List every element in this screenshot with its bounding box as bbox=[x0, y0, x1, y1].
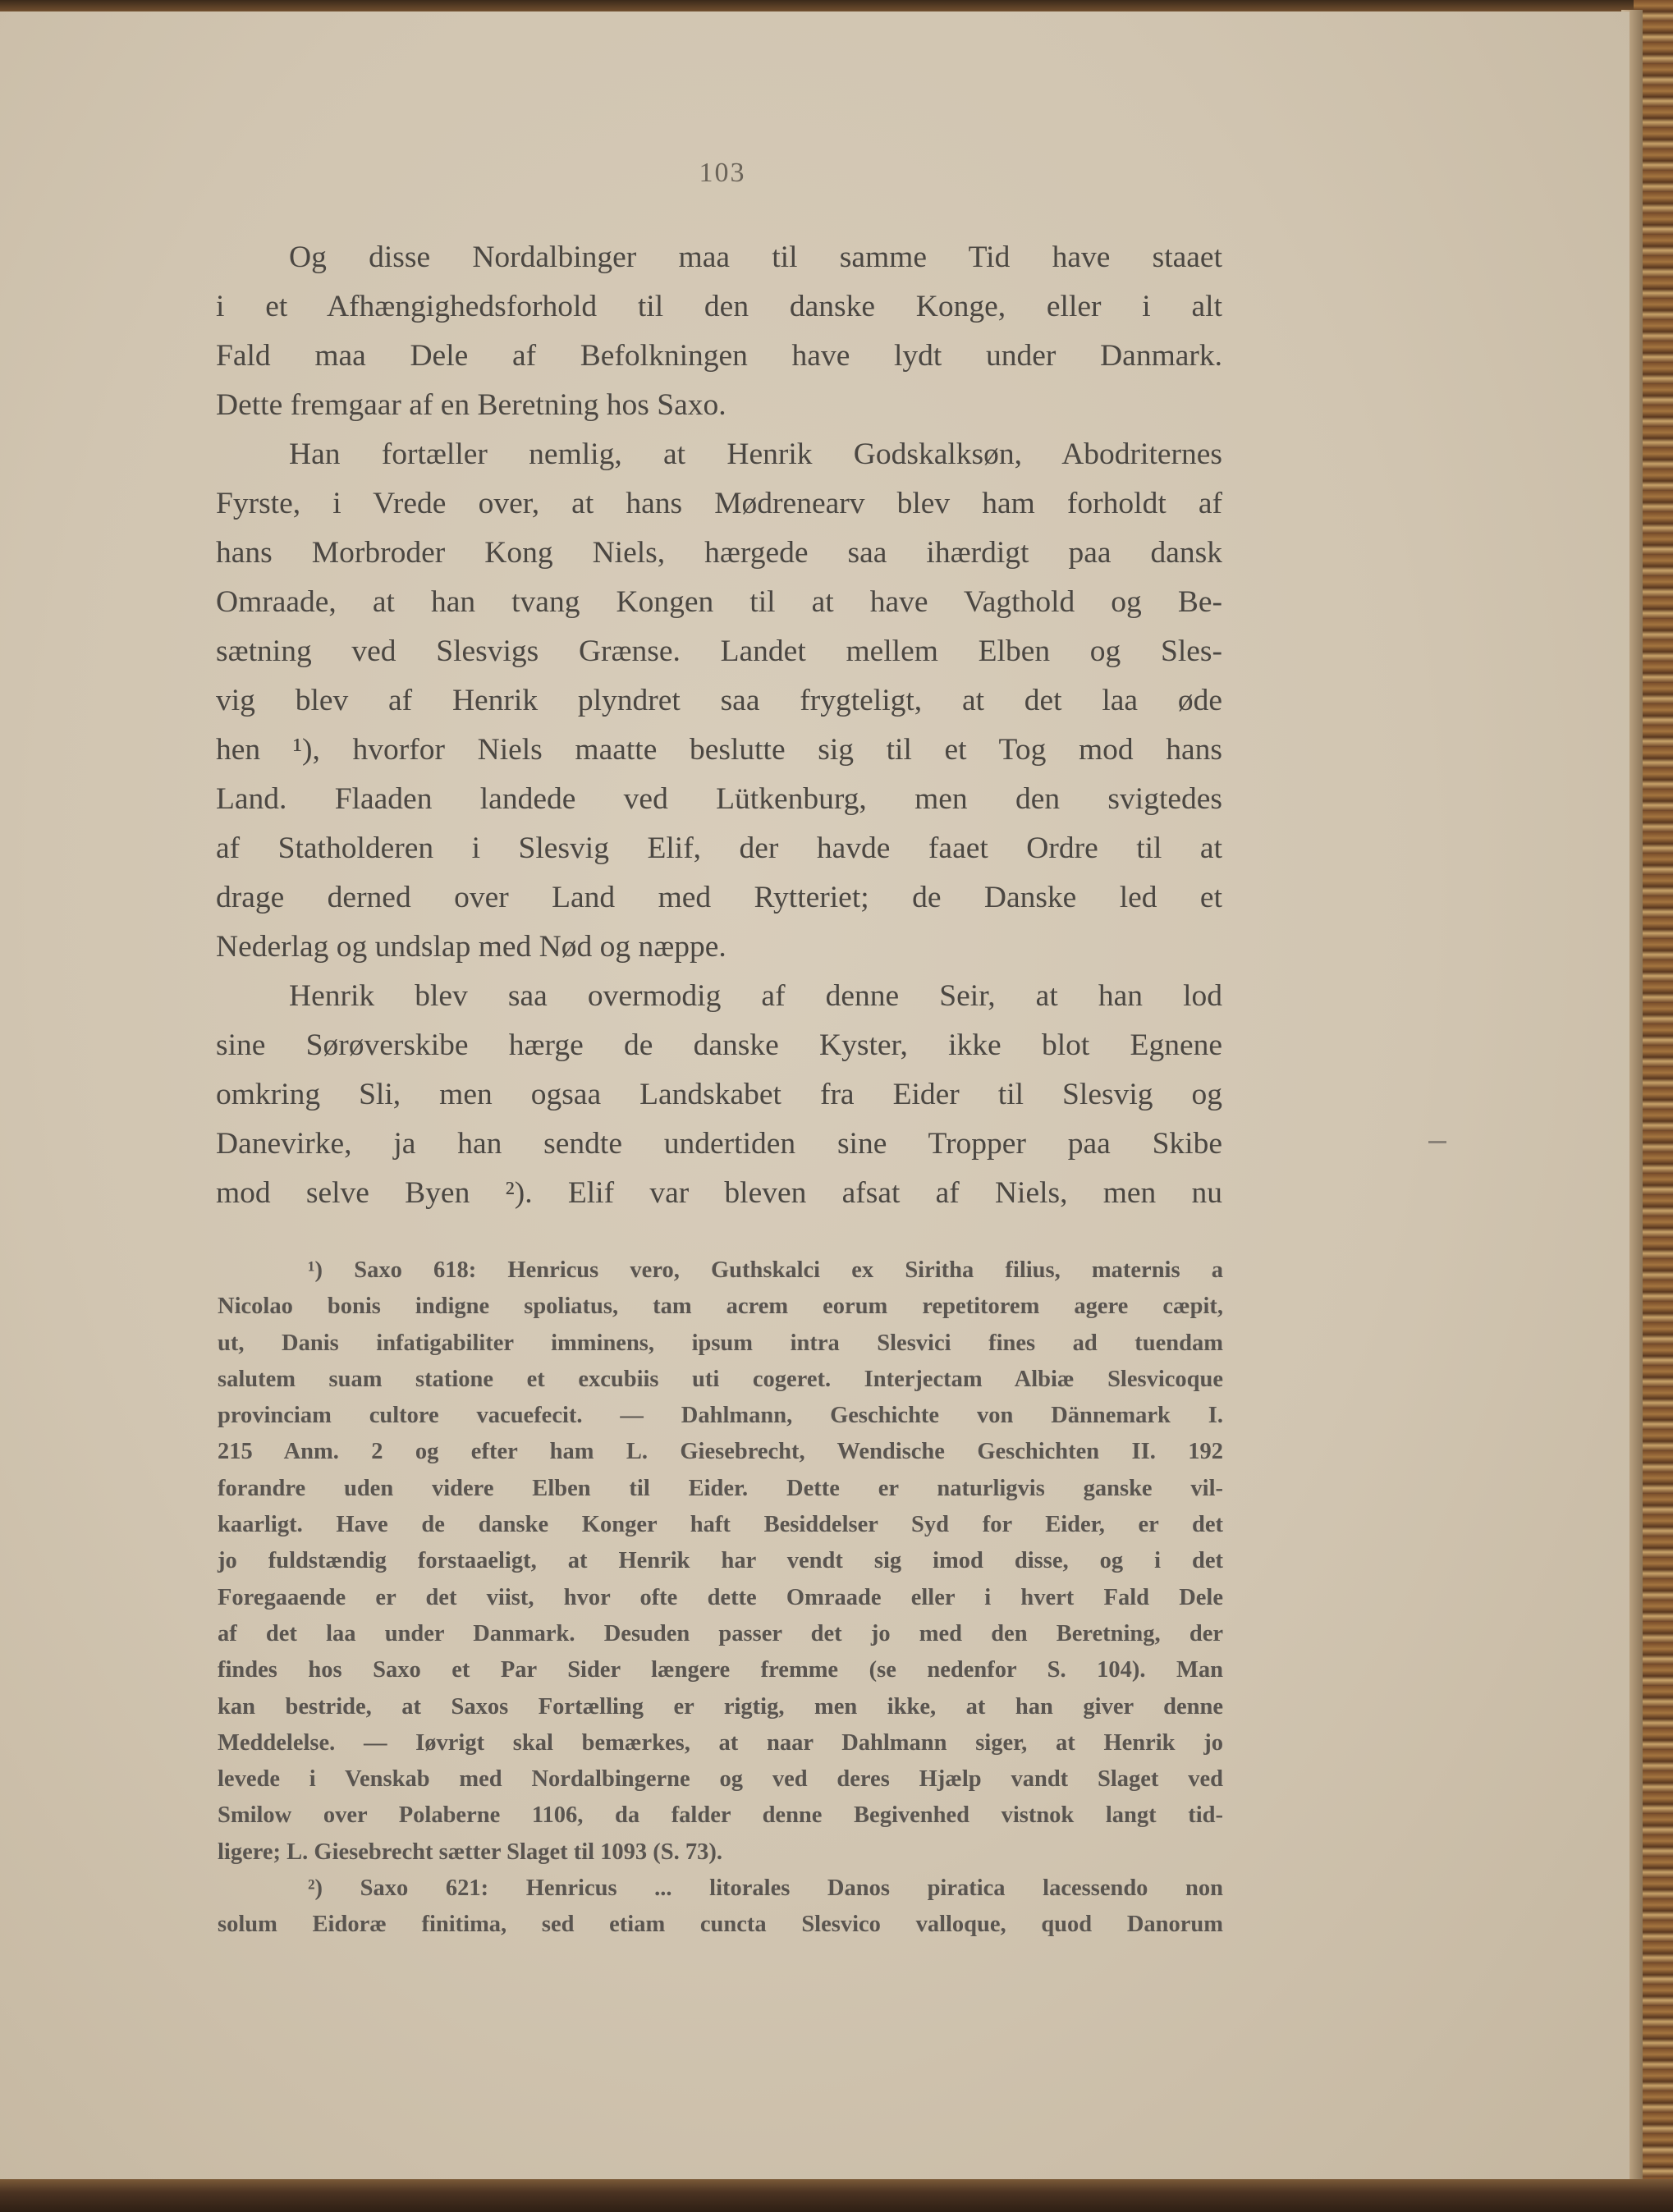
body-text-line: hen ¹), hvorfor Niels maatte beslutte sig til et Tog mod hans bbox=[216, 733, 1222, 767]
body-text bbox=[216, 233, 1222, 1218]
body-text-line: mod selve Byen ²). Elif var bleven afsat af Niels, men nu bbox=[216, 1176, 1222, 1210]
footnote-line: ¹) Saxo 618: Henricus vero, Guthskalci ex Siritha filius, maternis a bbox=[308, 1257, 1223, 1283]
body-text-line: sætning ved Slesvigs Grænse. Landet mellem Elben og Sles- bbox=[216, 634, 1222, 668]
footnote-line: af det laa under Danmark. Desuden passer det jo med den Beretning, der bbox=[218, 1620, 1223, 1646]
book-binding-bottom bbox=[0, 2179, 1673, 2212]
body-text-line: omkring Sli, men ogsaa Landskabet fra Eider til Slesvig og bbox=[216, 1078, 1222, 1111]
footnote-line: Foregaaende er det viist, hvor ofte dette Omraade eller i hvert Fald Dele bbox=[218, 1584, 1223, 1610]
footnote-line: levede i Venskab med Nordalbingerne og ved deres Hjælp vandt Slaget ved bbox=[218, 1766, 1223, 1793]
margin-mark bbox=[1428, 1141, 1446, 1143]
footnote-line: forandre uden videre Elben til Eider. Dette er naturligvis ganske vil- bbox=[218, 1475, 1223, 1501]
body-text-line: Fald maa Dele af Befolkningen have lydt under Danmark. bbox=[216, 339, 1222, 373]
body-text-line: Land. Flaaden landede ved Lütkenburg, men den svigtedes bbox=[216, 782, 1222, 816]
body-text-line: Danevirke, ja han sendte undertiden sine Tropper paa Skibe bbox=[216, 1127, 1222, 1161]
body-text-line: Omraade, at han tvang Kongen til at have Vagthold og Be- bbox=[216, 585, 1222, 619]
footnote-line: Smilow over Polaberne 1106, da falder denne Begivenhed vistnok langt tid- bbox=[218, 1802, 1223, 1829]
body-text-line: Dette fremgaar af en Beretning hos Saxo. bbox=[216, 388, 726, 422]
footnote-line: provinciam cultore vacuefecit. — Dahlmann, Geschichte von Dännemark I. bbox=[218, 1403, 1223, 1429]
body-text-line: Og disse Nordalbinger maa til samme Tid have staaet bbox=[289, 240, 1222, 274]
footnote-line: jo fuldstændig forstaaeligt, at Henrik har vendt sig imod disse, og i det bbox=[218, 1548, 1223, 1574]
body-text-line: i et Afhængighedsforhold til den danske Konge, eller i alt bbox=[216, 290, 1222, 323]
body-text-line: Nederlag og undslap med Nød og næppe. bbox=[216, 930, 726, 964]
body-text-line: Fyrste, i Vrede over, at hans Mødrenearv blev ham forholdt af bbox=[216, 487, 1222, 520]
footnote-line: kan bestride, at Saxos Fortælling er rigtig, men ikke, at han giver denne bbox=[218, 1693, 1223, 1720]
footnote-line: ut, Danis infatigabiliter imminens, ipsum intra Slesvici fines ad tuendam bbox=[218, 1330, 1223, 1356]
footnote-line: findes hos Saxo et Par Sider længere fremme (se nedenfor S. 104). Man bbox=[218, 1657, 1223, 1683]
footnote-line: 215 Anm. 2 og efter ham L. Giesebrecht, Wendische Geschichten II. 192 bbox=[218, 1439, 1223, 1465]
body-text-line: vig blev af Henrik plyndret saa frygteligt, at det laa øde bbox=[216, 684, 1222, 717]
page-number: 103 bbox=[699, 158, 746, 188]
footnote-line: ligere; L. Giesebrecht sætter Slaget til 1093 (S. 73). bbox=[218, 1839, 723, 1865]
footnotes bbox=[218, 1253, 1223, 1944]
body-text-line: drage derned over Land med Rytteriet; de Danske led et bbox=[216, 881, 1222, 914]
footnote-line: ²) Saxo 621: Henricus ... litorales Danos piratica lacessendo non bbox=[308, 1875, 1223, 1902]
footnote-line: solum Eidoræ finitima, sed etiam cuncta Slesvico valloque, quod Danorum bbox=[218, 1912, 1223, 1938]
footnote-line: salutem suam statione et excubiis uti cogeret. Interjectam Albiæ Slesvicoque bbox=[218, 1366, 1223, 1392]
body-text-line: sine Sørøverskibe hærge de danske Kyster, ikke blot Egnene bbox=[216, 1028, 1222, 1062]
body-text-line: hans Morbroder Kong Niels, hærgede saa ihærdigt paa dansk bbox=[216, 536, 1222, 570]
body-text-line: af Statholderen i Slesvig Elif, der havde faaet Ordre til at bbox=[216, 831, 1222, 865]
footnote-line: kaarligt. Have de danske Konger haft Besiddelser Syd for Eider, er det bbox=[218, 1512, 1223, 1538]
body-text-line: Henrik blev saa overmodig af denne Seir, at han lod bbox=[289, 979, 1222, 1013]
body-text-line: Han fortæller nemlig, at Henrik Godskalksøn, Abodriternes bbox=[289, 437, 1222, 471]
book-page bbox=[0, 11, 1629, 2182]
footnote-line: Meddelelse. — Iøvrigt skal bemærkes, at naar Dahlmann siger, at Henrik jo bbox=[218, 1729, 1223, 1756]
footnote-line: Nicolao bonis indigne spoliatus, tam acrem eorum repetitorem agere cæpit, bbox=[218, 1294, 1223, 1320]
